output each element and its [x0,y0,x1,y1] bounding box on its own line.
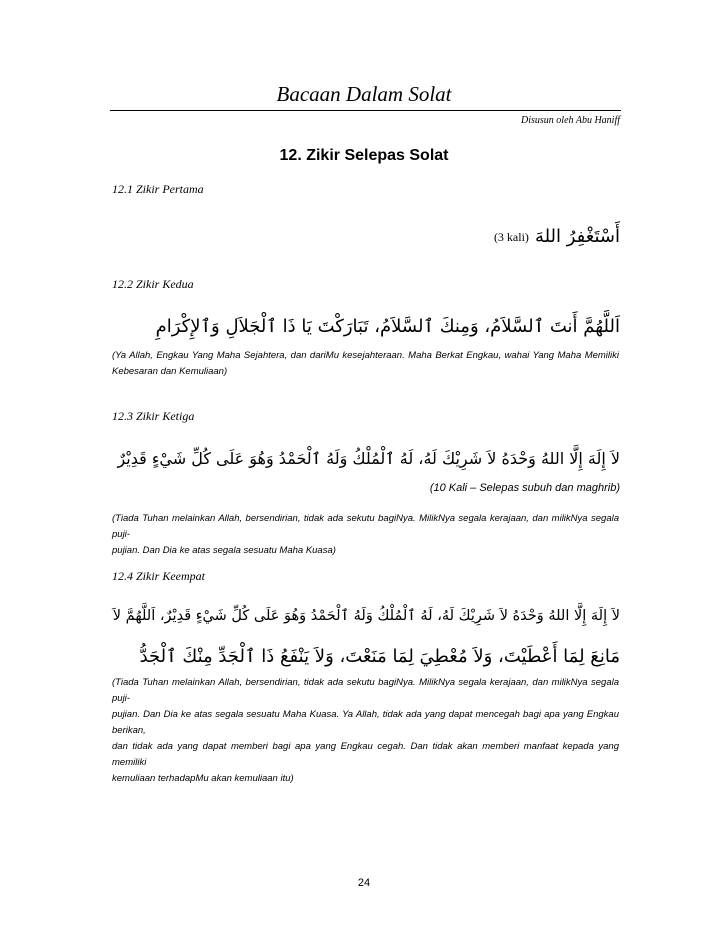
chapter-title: 12. Zikir Selepas Solat [279,147,449,164]
section-heading-zikir-pertama: 12.1 Zikir Pertama [112,182,204,196]
zikir-ketiga-translation [112,511,619,559]
section-heading-zikir-keempat: 12.4 Zikir Keempat [112,569,205,583]
translation-line: Kebesaran dan Kemuliaan) [112,366,228,377]
translation-line: (Tiada Tuhan melainkan Allah, bersendirian, tidak ada sekutu bagiNya. MilikNya segala kerajaan, dan milikNya segala puji- [112,677,619,704]
section-heading-zikir-ketiga: 12.3 Zikir Ketiga [112,409,195,423]
zikir-pertama-count: (3 kali) [493,229,529,244]
zikir-kedua-translation [112,348,619,380]
page-number: 24 [357,877,371,889]
zikir-ketiga-note: (10 Kali – Selepas subuh dan maghrib) [429,482,620,494]
zikir-keempat-arabic-line1: لاَ إِلَهَ إِلَّا اللهُ وَحْدَهُ لاَ شَرِيْكَ لَهُ، لَهُ ٱلْمُلْكُ وَلَهُ ٱلْحَمْدُ وَهُوَ عَلَى كُلِّ شَيْءٍ قَدِيْرٌ، اَللَّهُمَّ لاَ [112,608,620,624]
translation-line: dan tidak ada yang dapat memberi bagi apa yang Engkau cegah. Dan tidak akan memberi manfaat kepada yang memiliki [112,741,619,768]
header-author: Disusun oleh Abu Haniff [521,115,620,126]
zikir-keempat-arabic-line2: مَانِعَ لِمَا أَعْطَيْتَ، وَلاَ مُعْطِيَ لِمَا مَنَعْتَ، وَلاَ يَنْفَعُ ذَا ٱلْجَدِّ مِنْكَ ٱلْجَدُّ [139,646,620,667]
zikir-ketiga-arabic: لاَ إِلَهَ إِلَّا اللهُ وَحْدَهُ لاَ شَرِيْكَ لَهُ، لَهُ ٱلْمُلْكُ وَلَهُ ٱلْحَمْدُ وَهُوَ عَلَى كُلِّ شَيْءٍ قَدِيْرٌ [117,449,620,468]
translation-line: pujian. Dan Dia ke atas segala sesuatu Maha Kuasa) [112,545,336,556]
translation-line: (Ya Allah, Engkau Yang Maha Sejahtera, dan dariMu kesejahteraan. Maha Berkat Engkau, wahai Yang Maha Memiliki [112,350,619,361]
zikir-pertama-line [494,228,620,246]
translation-line: pujian. Dan Dia ke atas segala sesuatu Maha Kuasa. Ya Allah, tidak ada yang dapat mencegah bagi apa yang Engkau berikan, [112,709,619,736]
header-divider [110,110,621,111]
zikir-pertama-arabic: أَسْتَغْفِرُ اللهَ [534,226,620,247]
zikir-keempat-translation [112,675,619,787]
translation-line: (Tiada Tuhan melainkan Allah, bersendirian, tidak ada sekutu bagiNya. MilikNya segala kerajaan, dan milikNya segala puji- [112,513,619,540]
section-heading-zikir-kedua: 12.2 Zikir Kedua [112,277,194,291]
zikir-kedua-arabic: اَللَّهُمَّ أَنتَ ٱلسَّلاَمُ، وَمِنكَ ٱلسَّلاَمُ، تَبَارَكْتَ يَا ذَا ٱلْجَلاَلِ وَٱلإِكْرَامِ [155,316,620,337]
document-header-title: Bacaan Dalam Solat [276,82,452,106]
translation-line: kemuliaan terhadapMu akan kemuliaan itu) [112,773,294,784]
